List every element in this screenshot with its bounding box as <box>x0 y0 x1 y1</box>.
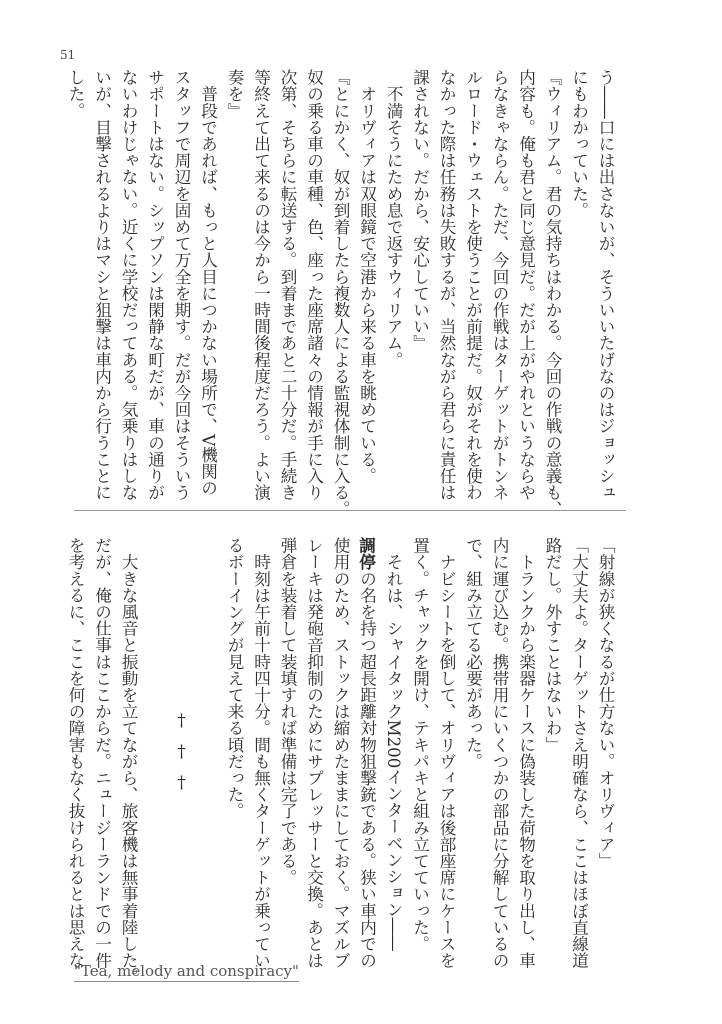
text-column: う――口には出さないが、そういいたげなのはジョッシュ <box>596 69 615 501</box>
text-column: 「射線が狭くなるが仕方ない。オリヴィア」 <box>596 537 615 869</box>
text-column: 弾倉を装着して装填すれば準備は完了である。 <box>278 537 297 886</box>
text-column: 内容も。俺も君と同じ意見だ。だが上がやれというならや <box>516 69 536 501</box>
text-column: レーキは発砲音抑制のためにサプレッサーと交換。あとは <box>304 537 324 969</box>
section-break-daggers: ††† <box>172 710 191 804</box>
text-column: ナビシートを倒して、オリヴィアは後部座席にケースを <box>437 537 456 969</box>
text-column: スタッフで周辺を固めて万全を期す。だが今回はそういう <box>172 69 191 501</box>
text-column: 使用のため、ストックは縮めたままにしておく。マズルブ <box>331 537 350 969</box>
text-column: にもわかっていた。 <box>569 69 589 219</box>
text-column: した。 <box>66 69 85 119</box>
text-column: トランクから楽器ケースに偽装した荷物を取り出し、車 <box>516 537 536 969</box>
text-column: るボーイングが見えて来る頃だった。 <box>225 537 244 820</box>
text-column: 『とにかく、奴が到着したら複数人による監視体制に入る。 <box>331 69 350 518</box>
text-column: らなきゃならん。ただ、今回の作戦はターゲットがトンネ <box>490 69 509 501</box>
text-column: 路だし。外すことはないわ」 <box>543 537 562 753</box>
bold-term: 調停 <box>356 537 377 571</box>
text-column: それは、シャイタックM200インターベンション―― <box>384 537 403 951</box>
text-column: 『ウィリアム。君の気持ちはわかる。今回の作戦の意義も、 <box>543 69 562 518</box>
text-column: サポートはない。シップソンは閑静な町だが、車の通りが <box>145 69 165 501</box>
text-column: 大きな風音と振動を立てながら、旅客機は無事着陸した。 <box>119 537 138 986</box>
text-column: 普段であれば、もっと人目につかない場所で、V機関の <box>198 69 218 496</box>
page-number: 51 <box>60 48 76 62</box>
blank-column <box>194 537 221 977</box>
text-column: 置く。チャックを開け、テキパキと組み立てていった。 <box>410 537 430 952</box>
text-column: ルロード・ウェストを使うことが前提だ。奴がそれを使わ <box>463 69 483 501</box>
text-column: いが、目撃されるよりはマシと狙撃は車内から行うことに <box>92 69 112 501</box>
text-column: 課されない。だから、安心していい』 <box>410 69 430 352</box>
book-title-footer: "Tea, melody and conspiracy" <box>74 962 299 980</box>
text-column: 内に運び込む。携帯用にいくつかの部品に分解しているの <box>490 537 509 969</box>
text-column: 次第、そちらに転送する。到着まであと二十分だ。手続き <box>278 69 297 501</box>
text-run: の名を持つ超長距離対物狙撃銃である。狭い車内での <box>357 570 377 969</box>
text-column: 時刻は午前十時四十分。間も無くターゲットが乗ってい <box>251 537 271 969</box>
text-column: 「大丈夫よ。ターゲットさえ明確なら、ここはほぼ直線道 <box>569 537 589 969</box>
text-column: 奴の乗る車の車種、色、座った座席諸々の情報が手に入り <box>304 69 324 501</box>
text-column: 不満そうにため息で返すウィリアム。 <box>384 69 403 368</box>
tier-divider <box>74 510 626 511</box>
text-column: を考えるに、ここを何の障害もなく抜けられるとは思えな <box>66 537 85 969</box>
blank-column <box>141 537 168 977</box>
text-column: オリヴィアは双眼鏡で空港から来る車を眺めている。 <box>357 69 377 484</box>
text-column: ないわけじゃない。近くに学校だってある。気乗りはしな <box>119 69 138 501</box>
bottom-text-block <box>61 537 618 986</box>
text-column: で、組み立てる必要があった。 <box>463 537 483 770</box>
top-text-block <box>61 69 618 518</box>
text-column-bold-term <box>353 537 380 977</box>
text-column: 等終えて出て来るのは今から一時間後程度だろう。よい演 <box>251 69 271 501</box>
text-column: 奏を』 <box>225 69 244 119</box>
text-column: だが、俺の仕事はここからだ。ニュージーランドでの一件 <box>92 537 112 969</box>
text-column: なかった際は任務は失敗するが、当然ながら君らに責任は <box>437 69 456 501</box>
